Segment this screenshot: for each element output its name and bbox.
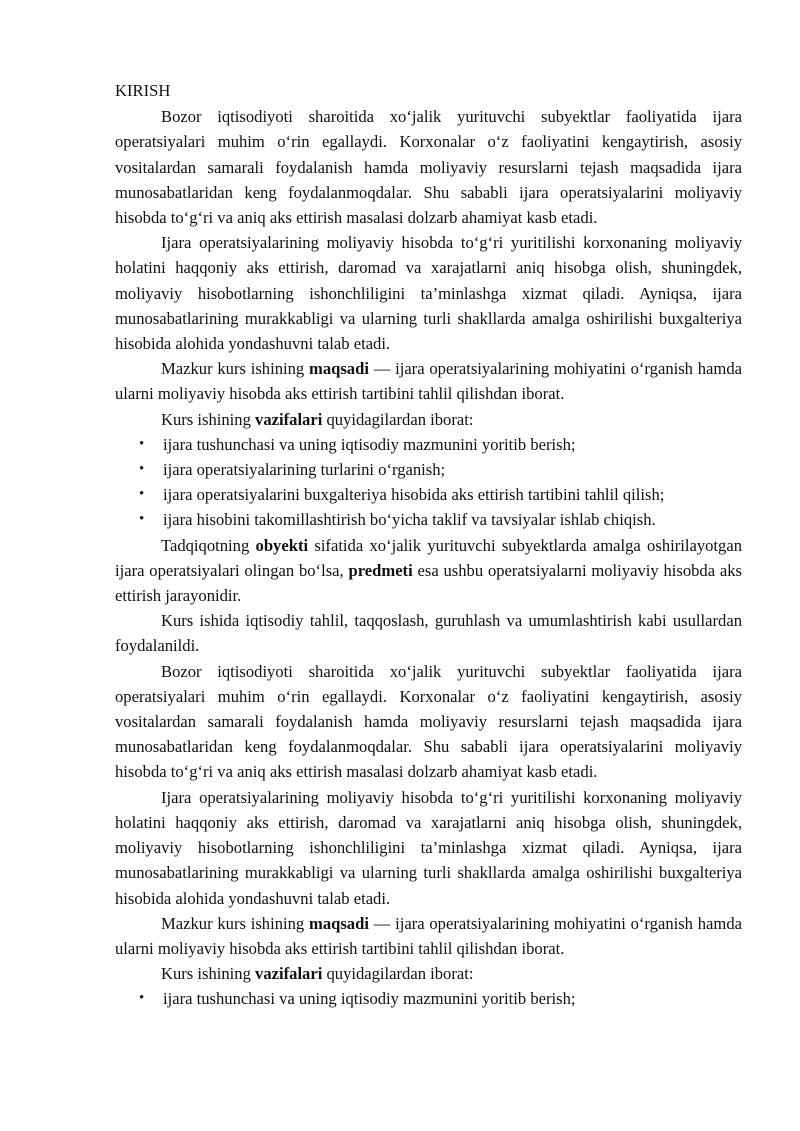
list-item: • ijara operatsiyalarini buxgalteriya hisobida aks ettirish tartibini tahlil qilish;	[115, 482, 742, 507]
paragraph-intro-repeat: Bozor iqtisodiyoti sharoitida xo‘jalik yurituvchi subyektlar faoliyatida ijara operatsiyalari muhim o‘rin egallaydi. Korxonalar o‘z faoliyatini kengaytirish, asosiy vositalardan samarali foydalanish hamda moliyaviy resurslarni tejash maqsadida ijara munosabatlaridan keng foydalanmoqdalar. Shu sababli ijara operatsiyalarini moliyaviy hisobda to‘g‘ri va aniq aks ettirish masalasi dolzarb ahamiyat kasb etadi.	[115, 661, 742, 782]
section-heading: KIRISH	[115, 81, 171, 100]
goal-text-after: — ijara operatsiyalarining mohiyatini o‘rganish hamda ularni moliyaviy hisobda aks ettirish tartibini tahlil qilishdan iborat.	[115, 913, 742, 958]
goal-keyword: maqsadi	[309, 359, 369, 379]
paragraph-object-subject	[115, 533, 742, 609]
tasks-text-before: Kurs ishining	[161, 964, 256, 984]
paragraph-goal-repeat	[115, 911, 742, 961]
object-text-middle: sifatida xo‘jalik yurituvchi subyektlarda amalga oshirilayotgan ijara operatsiyalari olingan bo‘lsa,	[115, 535, 742, 580]
paragraph-importance: Ijara operatsiyalarining moliyaviy hisobda to‘g‘ri yuritilishi korxonaning moliyaviy holatini haqqoniy aks ettirish, daromad va xarajatlarni aniq hisobga olish, shuningdek, moliyaviy hisobotlarning ishonchliligini ta’minlashga xizmat qiladi. Ayniqsa, ijara munosabatlarining murakkabligi va ularning turli shakllarda amalga oshirilishi buxgalteriya hisobida alohida yondashuvni talab etadi.	[115, 233, 742, 354]
paragraph-tasks-intro	[115, 407, 742, 432]
tasks-text-after: quyidagilardan iborat:	[322, 964, 474, 984]
object-keyword: obyekti	[255, 535, 309, 555]
goal-text-before: Mazkur kurs ishining	[161, 913, 309, 933]
list-item: • ijara tushunchasi va uning iqtisodiy mazmunini yoritib berish;	[115, 432, 742, 457]
paragraph-intro: Bozor iqtisodiyoti sharoitida xo‘jalik yurituvchi subyektlar faoliyatida ijara operatsiyalari muhim o‘rin egallaydi. Korxonalar o‘z faoliyatini kengaytirish, asosiy vositalardan samarali foydalanish hamda moliyaviy resurslarni tejash maqsadida ijara munosabatlaridan keng foydalanmoqdalar. Shu sababli ijara operatsiyalarini moliyaviy hisobda to‘g‘ri va aniq aks ettirish masalasi dolzarb ahamiyat kasb etadi.	[115, 107, 742, 228]
tasks-list-repeat	[115, 986, 742, 1011]
subject-text-after: esa ushbu operatsiyalarni moliyaviy hisobda aks ettirish jarayonidir.	[115, 560, 742, 606]
paragraph-methods: Kurs ishida iqtisodiy tahlil, taqqoslash, guruhlash va umumlashtirish kabi usullardan foydalanildi.	[115, 611, 742, 656]
goal-keyword: maqsadi	[309, 913, 369, 933]
goal-text-before: Mazkur kurs ishining	[161, 359, 309, 379]
tasks-text-after: quyidagilardan iborat:	[322, 409, 474, 429]
goal-text-after: — ijara operatsiyalarining mohiyatini o‘rganish hamda ularni moliyaviy hisobda aks ettirish tartibini tahlil qilishdan iborat.	[115, 359, 742, 404]
tasks-keyword: vazifalari	[255, 964, 323, 984]
paragraph-goal	[115, 356, 742, 406]
subject-keyword: predmeti	[348, 560, 413, 580]
list-item: • ijara operatsiyalarining turlarini o‘rganish;	[115, 457, 742, 482]
object-text-before: Tadqiqotning	[161, 535, 256, 555]
list-item: • ijara hisobini takomillashtirish bo‘yicha taklif va tavsiyalar ishlab chiqish.	[115, 507, 742, 532]
paragraph-tasks-intro-repeat	[115, 961, 742, 986]
tasks-list	[115, 432, 742, 533]
paragraph-importance-repeat: Ijara operatsiyalarining moliyaviy hisobda to‘g‘ri yuritilishi korxonaning moliyaviy holatini haqqoniy aks ettirish, daromad va xarajatlarni aniq hisobga olish, shuningdek, moliyaviy hisobotlarning ishonchliligini ta’minlashga xizmat qiladi. Ayniqsa, ijara munosabatlarining murakkabligi va ularning turli shakllarda amalga oshirilishi buxgalteriya hisobida alohida yondashuvni talab etadi.	[115, 787, 742, 908]
tasks-keyword: vazifalari	[255, 409, 323, 429]
tasks-text-before: Kurs ishining	[161, 409, 256, 429]
list-item: • ijara tushunchasi va uning iqtisodiy mazmunini yoritib berish;	[115, 986, 742, 1011]
